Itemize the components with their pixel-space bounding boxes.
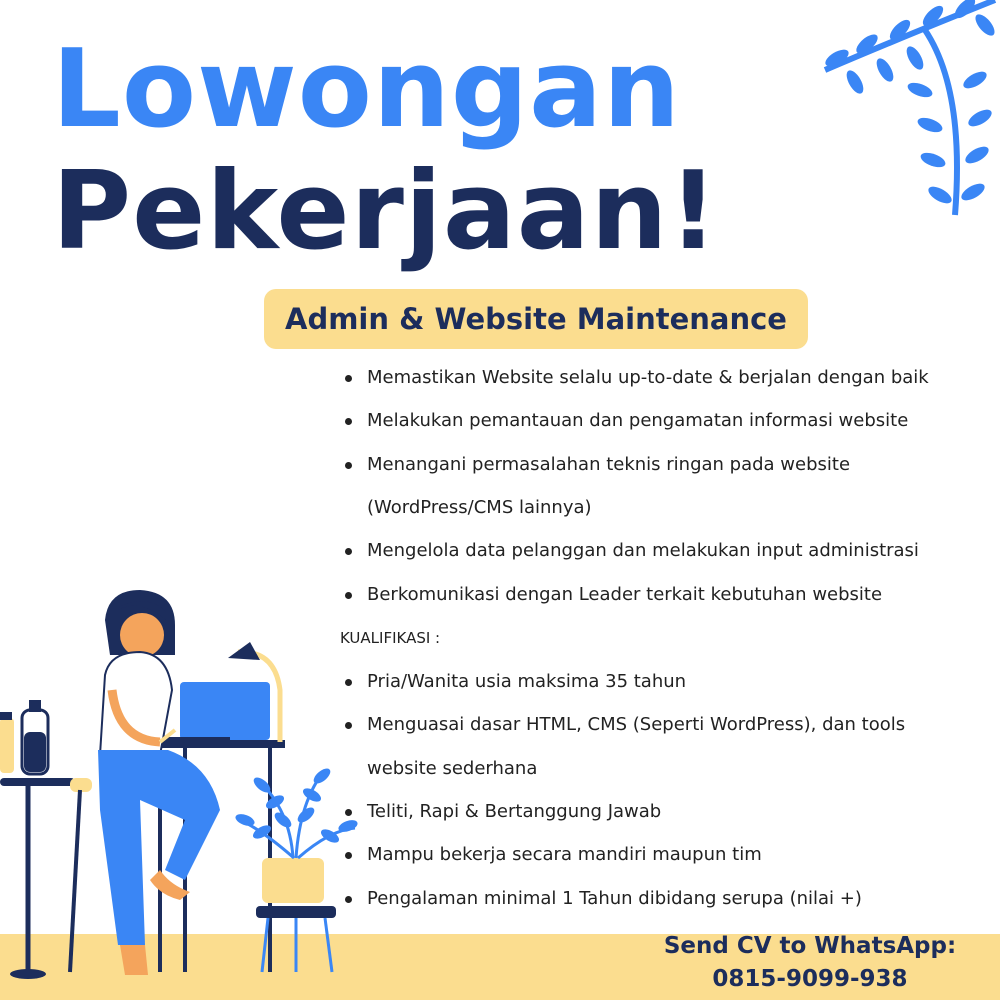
leaf-branch-icon <box>815 0 1000 230</box>
bullet-icon <box>345 548 352 555</box>
whatsapp-number[interactable]: 0815-9099-938 <box>712 966 908 992</box>
whatsapp-cta <box>620 930 1000 996</box>
bullet-icon <box>345 462 352 469</box>
position-title-badge <box>264 289 808 349</box>
headline-line-1: Lowongan <box>52 27 681 152</box>
qualifications-label: KUALIFIKASI : <box>340 629 441 647</box>
woman-working-on-laptop-illustration <box>0 580 370 1000</box>
bullet-icon <box>345 418 352 425</box>
position-title: Admin & Website Maintenance <box>285 302 787 336</box>
headline-line-2: Pekerjaan! <box>52 149 719 274</box>
cta-line-1: Send CV to WhatsApp: <box>663 933 957 959</box>
bullet-icon <box>345 375 352 382</box>
